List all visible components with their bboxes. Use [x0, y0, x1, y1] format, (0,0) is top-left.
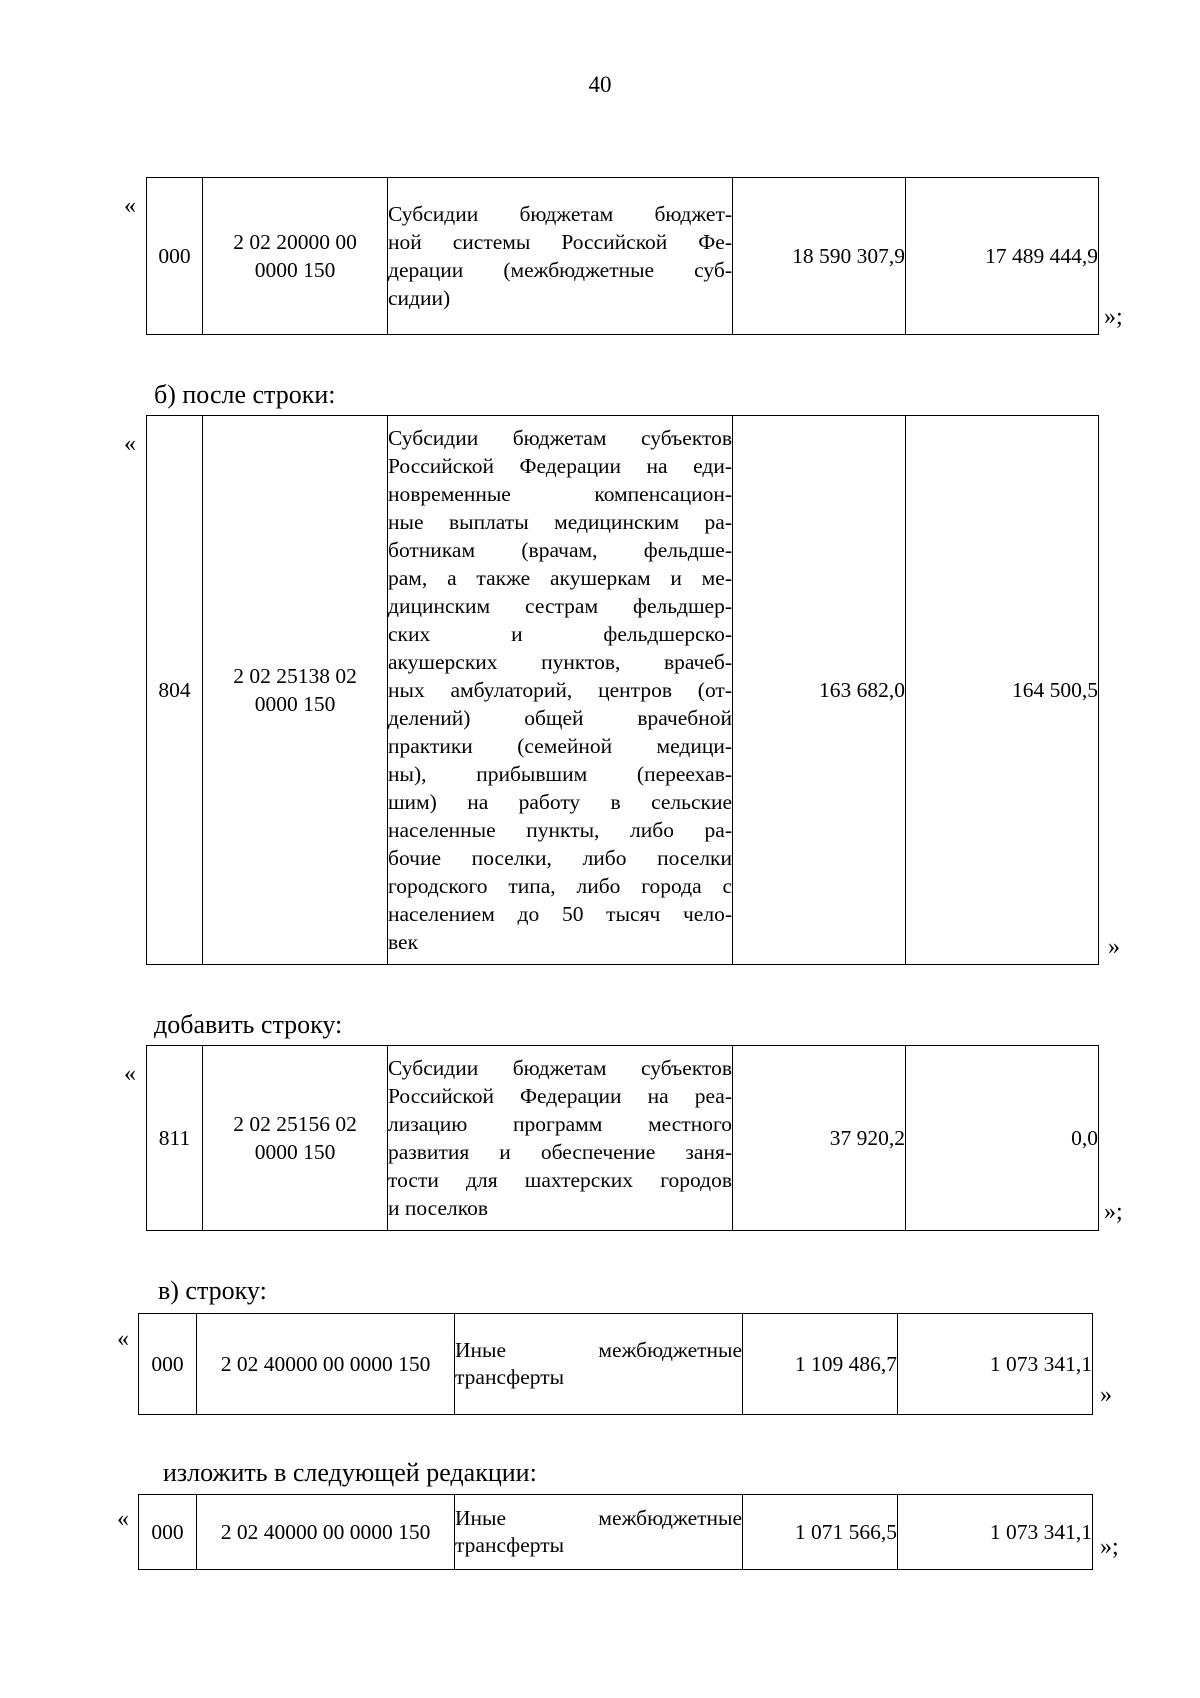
open-quote: « — [124, 431, 136, 457]
kbk-code-cell: 2 02 40000 00 0000 150 — [197, 1314, 455, 1415]
name-line: делений) общей врачебной — [388, 706, 732, 730]
name-line: трансферты — [455, 1533, 565, 1557]
name-line: развития и обеспечение заня- — [388, 1140, 732, 1164]
amount-2021-cell: 164 500,5 — [906, 416, 1099, 965]
budget-table-4 — [138, 1313, 1093, 1415]
amount-2021-cell: 17 489 444,9 — [906, 178, 1099, 335]
table-row — [147, 1046, 1099, 1231]
revenue-name-cell — [388, 178, 733, 335]
name-line: Иные межбюджетные — [455, 1338, 742, 1362]
close-quote: »; — [1104, 1199, 1123, 1225]
kbk-line: 0000 150 — [254, 692, 336, 716]
page-number: 40 — [588, 72, 612, 97]
name-line: городского типа, либо города с — [388, 874, 732, 898]
admin-code-cell: 000 — [139, 1314, 197, 1415]
budget-table-1 — [146, 177, 1099, 335]
name-line: ботникам (врачам, фельдше- — [388, 538, 732, 562]
amount-2020-cell: 1 109 486,7 — [743, 1314, 898, 1415]
amount-2020-cell: 18 590 307,9 — [733, 178, 906, 335]
revenue-name-cell — [455, 1314, 743, 1415]
name-line: практики (семейной медици- — [388, 734, 732, 758]
open-quote: « — [117, 1506, 129, 1532]
name-line: Субсидии бюджетам субъектов — [388, 426, 732, 450]
budget-table-2 — [146, 415, 1099, 965]
name-line: шим) на работу в сельские — [388, 790, 732, 814]
kbk-line: 2 02 25138 02 — [233, 664, 357, 688]
table-row — [147, 178, 1099, 335]
name-line: ные выплаты медицинским ра- — [388, 510, 732, 534]
open-quote: « — [124, 193, 136, 219]
section-heading-add: добавить строку: — [154, 1010, 343, 1039]
kbk-line: 0000 150 — [254, 258, 336, 282]
name-line: дицинским сестрам фельдшер- — [388, 594, 732, 618]
admin-code-cell: 811 — [147, 1046, 203, 1231]
revenue-name-cell — [455, 1495, 743, 1570]
table-row — [147, 416, 1099, 965]
admin-code-cell: 000 — [139, 1495, 197, 1570]
admin-code-cell: 000 — [147, 178, 203, 335]
name-line: Российской Федерации на реа- — [388, 1084, 732, 1108]
name-line: ских и фельдшерско- — [388, 622, 732, 646]
amount-2020-cell: 37 920,2 — [733, 1046, 906, 1231]
kbk-code-cell: 2 02 40000 00 0000 150 — [197, 1495, 455, 1570]
name-line: населенные пункты, либо ра- — [388, 818, 732, 842]
open-quote: « — [124, 1061, 136, 1087]
close-quote: » — [1100, 1382, 1112, 1408]
name-line: населением до 50 тысяч чело- — [388, 902, 732, 926]
name-line: Российской Федерации на еди- — [388, 454, 732, 478]
admin-code-cell: 804 — [147, 416, 203, 965]
name-line: век — [388, 930, 419, 954]
name-line: ных амбулаторий, центров (от- — [388, 678, 732, 702]
name-line: рам, а также акушеркам и ме- — [388, 566, 732, 590]
table-row — [139, 1314, 1093, 1415]
name-line: Субсидии бюджетам субъектов — [388, 1056, 732, 1080]
name-line: Субсидии бюджетам бюджет- — [388, 202, 732, 226]
table-row — [139, 1495, 1093, 1570]
section-heading-b: б) после строки: — [154, 380, 336, 409]
name-line: дерации (межбюджетные суб- — [388, 258, 732, 282]
kbk-line: 2 02 20000 00 — [233, 230, 357, 254]
kbk-code-cell — [203, 1046, 388, 1231]
kbk-line: 2 02 25156 02 — [233, 1112, 357, 1136]
revenue-name-cell — [388, 1046, 733, 1231]
name-line: бочие поселки, либо поселки — [388, 846, 732, 870]
name-line: лизацию программ местного — [388, 1112, 732, 1136]
name-line: тости для шахтерских городов — [388, 1168, 732, 1192]
close-quote: »; — [1104, 304, 1123, 330]
budget-table-5 — [138, 1494, 1093, 1570]
name-line: сидии) — [388, 286, 451, 310]
name-line: Иные межбюджетные — [455, 1506, 742, 1530]
name-line: акушерских пунктов, врачеб- — [388, 650, 732, 674]
close-quote: »; — [1100, 1534, 1119, 1560]
amount-2020-cell: 1 071 566,5 — [743, 1495, 898, 1570]
name-line: ны), прибывшим (переехав- — [388, 762, 732, 786]
close-quote: » — [1108, 934, 1120, 960]
amount-2020-cell: 163 682,0 — [733, 416, 906, 965]
name-line: трансферты — [455, 1365, 565, 1389]
amount-2021-cell: 1 073 341,1 — [898, 1495, 1093, 1570]
section-heading-new-edition: изложить в следующей редакции: — [163, 1458, 537, 1487]
name-line: и поселков — [388, 1196, 489, 1220]
amount-2021-cell: 1 073 341,1 — [898, 1314, 1093, 1415]
kbk-line: 0000 150 — [254, 1140, 336, 1164]
name-line: ной системы Российской Фе- — [388, 230, 732, 254]
amount-2021-cell: 0,0 — [906, 1046, 1099, 1231]
kbk-code-cell — [203, 416, 388, 965]
revenue-name-cell — [388, 416, 733, 965]
open-quote: « — [117, 1326, 129, 1352]
kbk-code-cell — [203, 178, 388, 335]
section-heading-v: в) строку: — [158, 1276, 267, 1305]
budget-table-3 — [146, 1045, 1099, 1231]
name-line: новременные компенсацион- — [388, 482, 732, 506]
